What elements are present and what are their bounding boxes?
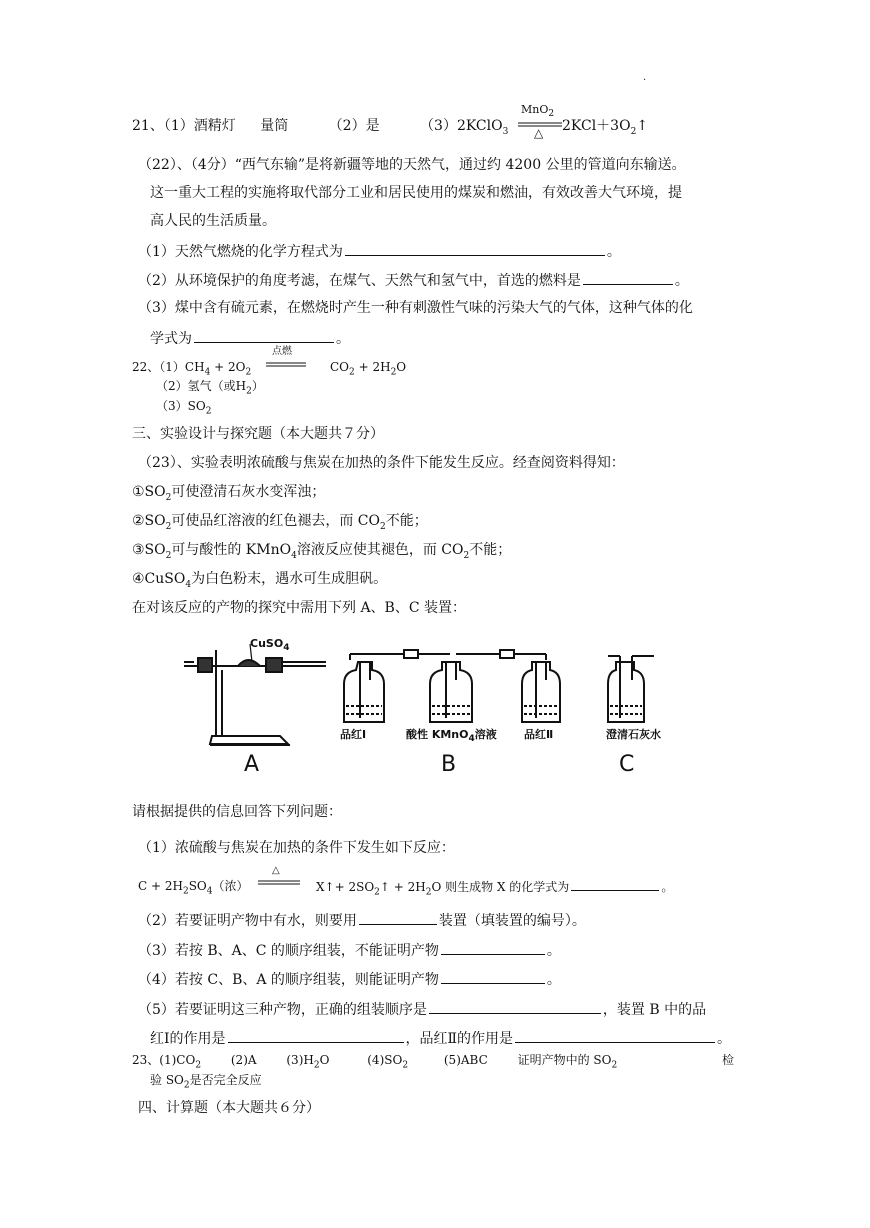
answer-part: (4)SO [367, 1053, 403, 1067]
eq-part: SO [188, 879, 207, 893]
question-text: （3）若按 B、A、C 的顺序组装，不能证明产物 [138, 943, 439, 959]
fact-part: ③SO [132, 542, 166, 558]
eq-part: （2）氢气（或H [156, 379, 247, 393]
sub: 2 [195, 1060, 202, 1071]
q22-sub2-text: （2）从环境保护的角度考滤，在煤气、天然气和氢气中，首选的燃料是 [138, 273, 581, 289]
sub: 2 [165, 521, 172, 532]
answer-blank[interactable] [345, 241, 605, 256]
up-arrow: ↑ [636, 118, 649, 134]
fact-part: ④CuSO [132, 571, 186, 587]
sub: 2 [183, 1080, 190, 1091]
answer-23-line2 [150, 1070, 262, 1095]
answer-23-line1-end: 检 [722, 1053, 735, 1067]
answer-blank[interactable] [441, 969, 545, 984]
eq-part: ） [251, 379, 264, 393]
q23-sub4 [138, 969, 561, 990]
sub: 2 [205, 406, 212, 417]
eq-part: O [396, 360, 407, 374]
sub: 2 [349, 367, 355, 378]
answer-part: 验 SO [150, 1073, 184, 1087]
answer-part: (5)ABC [443, 1053, 488, 1067]
reaction-double-line [266, 362, 306, 368]
ignite-condition: 点燃 [272, 346, 292, 357]
fact-part: ①SO [132, 484, 166, 500]
period: 。 [717, 1031, 732, 1047]
question-text: ，品红Ⅱ的作用是 [405, 1031, 514, 1047]
sub: 2 [390, 367, 397, 378]
question-text: （4）若按 C、B、A 的顺序组装，则能证明产物 [138, 972, 439, 988]
answer-part: O [319, 1053, 330, 1067]
fact-part: 溶液反应使其褪色，而 CO [296, 542, 464, 558]
answer-21-part2: （2）是 [328, 118, 380, 134]
answer-21-part1b: 量筒 [260, 118, 289, 134]
answer-blank[interactable] [583, 270, 673, 285]
answer-part: (2)A [230, 1053, 257, 1067]
question-text: ，装置 B 中的品 [602, 1002, 707, 1018]
q22-sub1-text: （1）天然气燃烧的化学方程式为 [138, 244, 343, 260]
answer-22-line3 [156, 396, 211, 421]
sub: 4 [204, 367, 211, 378]
answer-21-label: 21、 [132, 118, 164, 134]
cuso4-label [250, 637, 289, 653]
answer-blank[interactable] [429, 999, 601, 1014]
sub: 4 [185, 579, 192, 590]
sub: 4 [468, 734, 475, 745]
q23-sub5 [138, 999, 706, 1020]
answer-21-product [562, 116, 648, 142]
sub: 4 [206, 886, 213, 897]
answer-part: 是否完全反应 [189, 1073, 262, 1087]
fact-4 [132, 569, 387, 595]
q22-sub3b-text: 学式为 [150, 331, 192, 347]
label-text: 溶液 [474, 728, 497, 741]
eq-part: （浓） [212, 879, 249, 893]
sub: 4 [283, 643, 290, 654]
label-kmno4 [406, 726, 497, 744]
sub: 2 [245, 367, 252, 378]
section-4-title: 四、计算题（本大题共６分） [138, 1100, 320, 1116]
answer-blank[interactable] [441, 940, 545, 955]
answer-23-label: 23、 [132, 1053, 160, 1067]
fact-part: 可与酸性的 KMnO [171, 542, 292, 558]
sub: 2 [246, 386, 252, 397]
answer-blank[interactable] [194, 328, 334, 343]
eq-part: （1）CH [159, 360, 205, 374]
answer-21-part3: （3）2KClO [420, 118, 503, 134]
figure-label-a: A [244, 752, 260, 777]
label-limewater: 澄清石灰水 [606, 728, 661, 741]
fact-part: ②SO [132, 513, 166, 529]
apparatus-intro: 在对该反应的产物的探究中需用下列 A、B、C 装置： [132, 600, 467, 616]
product-text: 2KCl＋3O [562, 118, 631, 134]
sub: 2 [548, 109, 555, 120]
sub: 4 [291, 550, 297, 561]
fact-1 [132, 482, 325, 508]
eq-part: C + 2H [138, 879, 183, 893]
answer-22-label: 22、 [132, 360, 160, 374]
fact-3 [132, 540, 511, 566]
answer-blank[interactable] [228, 1028, 404, 1043]
page-dot: . [643, 72, 647, 83]
q23-sub3 [138, 940, 561, 961]
eq-part: ↑ + 2H [379, 880, 426, 894]
period: 。 [546, 972, 561, 988]
answer-part: 证明产物中的 SO [517, 1053, 612, 1067]
sub: 2 [182, 886, 189, 897]
label-pinhong-2: 品红Ⅱ [524, 728, 554, 741]
sub: 2 [165, 492, 172, 503]
apparatus-c-drawing [608, 656, 654, 722]
answer-blank[interactable] [515, 1028, 715, 1043]
q23-equation-right [316, 876, 673, 902]
section-3-title: 三、实验设计与探究题（本大题共７分） [132, 426, 384, 442]
q22-sub3b [150, 328, 350, 349]
answer-part: (3)H [286, 1053, 314, 1067]
eq-part: + 2O [210, 360, 246, 374]
question-text: 红Ⅰ的作用是 [150, 1031, 226, 1047]
answer-blank[interactable] [571, 876, 659, 891]
period: 。 [546, 943, 561, 959]
eq-part: X↑+ 2SO [316, 880, 375, 894]
q23-sub2 [138, 910, 586, 931]
answer-part: (1)CO [159, 1053, 196, 1067]
label-text: 酸性 KMnO [406, 728, 469, 741]
catalyst-text: MnO [521, 103, 549, 116]
eq-part: O 则生成物 X 的化学式为 [431, 880, 570, 894]
answer-21 [132, 116, 508, 142]
sub: 2 [611, 1060, 618, 1071]
period: 。 [661, 880, 674, 894]
eq-part: CO [330, 360, 350, 374]
fact-part: 不能； [469, 542, 512, 558]
figure-label-b: B [441, 752, 457, 777]
eq-part: + 2H [354, 360, 391, 374]
figure-label-c: C [619, 752, 635, 777]
sub: 2 [165, 550, 172, 561]
question-text: （2）若要证明产物中有水，则要用 [138, 913, 357, 929]
heat-symbol: △ [534, 126, 544, 140]
fact-2 [132, 511, 428, 537]
sub: 2 [463, 550, 470, 561]
q23-sub5b [150, 1028, 731, 1049]
catalyst-label [521, 104, 554, 120]
q22-line3: 高人民的生活质量。 [150, 213, 276, 229]
q23-prompt: 请根据提供的信息回答下列问题： [132, 804, 342, 820]
q23-sub1: （1）浓硫酸与焦炭在加热的条件下发生如下反应： [138, 840, 455, 856]
eq-part: （3）SO [156, 399, 206, 413]
sub: 3 [502, 126, 509, 137]
sub: 2 [380, 521, 386, 532]
heat-symbol: △ [272, 865, 280, 876]
sub: 2 [425, 887, 432, 898]
sub: 2 [630, 126, 637, 137]
fact-part: 为白色粉末，遇水可生成胆矾。 [191, 571, 388, 587]
reaction-double-line [258, 880, 300, 886]
q23-equation-left [138, 876, 249, 901]
question-text: （5）若要证明这三种产物，正确的组装顺序是 [138, 1002, 427, 1018]
fact-part: 不能； [385, 513, 428, 529]
fact-part: 可使澄清石灰水变浑浊； [171, 484, 326, 500]
apparatus-a-drawing [184, 644, 326, 745]
answer-blank[interactable] [359, 910, 437, 925]
q22-line2: 这一重大工程的实施将取代部分工业和居民使用的煤炭和燃油，有效改善大气环境，提 [150, 185, 682, 201]
q23-intro: （23）、实验表明浓硫酸与焦炭在加热的条件下能发生反应。经查阅资料得知： [138, 455, 625, 471]
apparatus-b-drawing [344, 650, 560, 722]
answer-22-right [330, 357, 406, 382]
answer-21-part1: （1）酒精灯 [163, 118, 236, 134]
sub: 2 [402, 1060, 409, 1071]
q22-line1: （22）、（4分）“西气东输”是将新疆等地的天然气，通过约 4200 公里的管道向东输送。 [138, 157, 686, 173]
sub: 2 [374, 887, 380, 898]
question-text: 装置（填装置的编号）。 [438, 913, 586, 929]
sub: 2 [313, 1060, 320, 1071]
label-pinhong-1: 品红Ⅰ [340, 728, 367, 741]
period: 。 [336, 331, 350, 347]
period: 。 [606, 244, 621, 260]
fact-part: 可使品红溶液的红色褪去，而 CO [171, 513, 380, 529]
period: 。 [674, 273, 689, 289]
label-text: CuSO [250, 637, 284, 650]
q22-sub1 [138, 241, 621, 262]
q22-sub2 [138, 270, 689, 291]
q22-sub3a: （3）煤中含有硫元素，在燃烧时产生一种有刺激性气味的污染大气的气体，这种气体的化 [138, 300, 693, 316]
